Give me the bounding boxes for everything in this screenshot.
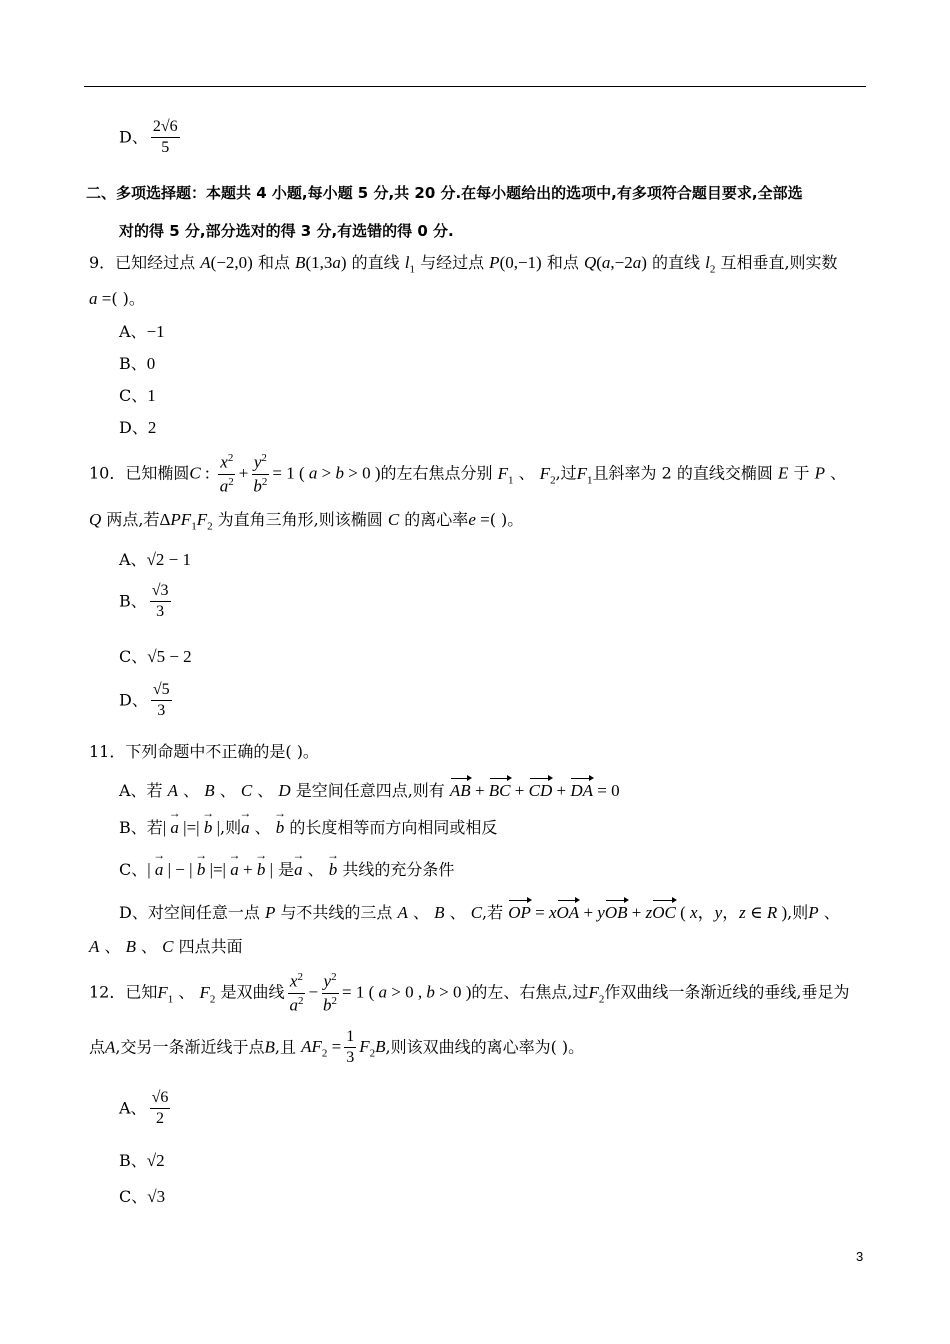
option-value: √2 [146,1151,165,1170]
text: ,且 [274,1037,296,1057]
text: 10．已知椭圆 [89,463,190,483]
text: 互相垂直,则实数 [720,253,838,272]
text: 的离心率 [404,510,469,529]
text: ( )。 [111,289,145,308]
text: 为直角三角形,则该椭圆 [217,510,383,529]
q10-option-b [119,582,174,622]
option-label: C、 [119,647,148,666]
text: 共线的充分条件 [342,860,455,879]
frac-denominator: 3 [156,603,165,621]
frac-numerator: √3 [150,582,171,602]
text: 的左、右焦点,过 [471,982,589,1002]
option-value: 1 [147,386,156,405]
q9-stem-line2: a =( )。 [89,289,145,308]
text: 的直线 [351,253,400,272]
text: 两点,若 [106,510,160,529]
option-value: √5 − 2 [147,647,192,666]
q12-option-b [119,1151,165,1171]
frac-numerator: 2√6 [151,118,180,138]
page-number: 3 [856,1249,864,1264]
option-label: A、 [119,550,147,569]
q8-option-d [119,118,183,158]
text: ,则 [219,818,242,837]
text: A、若 [119,781,163,800]
section2-heading-line2: 对的得 5 分,部分选对的得 3 分,有选错的得 0 分. [119,222,454,240]
option-label: B、 [119,1151,147,1170]
option-label: D、 [119,690,148,710]
q10-option-d [119,681,175,721]
text: 的长度相等而方向相同或相反 [289,818,498,837]
text: B、若 [119,818,163,837]
text: 9．已知经过点 [89,253,196,272]
option-value: 2 [147,418,157,437]
header-rule [84,86,866,87]
text: 作双曲线一条渐近线的垂线,垂足为 [604,982,850,1002]
q11-option-d-line2: A 、 B 、 C 四点共面 [89,937,243,956]
text: 四点共面 [178,937,243,956]
option-value: √2 − 1 [146,550,191,569]
text: 与不共线的三点 [280,903,393,922]
option-value: √3 [147,1187,166,1206]
text: 与经过点 [420,253,485,272]
text: 是空间任意四点,则有 [295,781,445,800]
q9-option-d [119,418,156,438]
text: 的左右焦点分别 [380,463,493,483]
q9-stem: 9．已知经过点 A(−2,0) 和点 B(1,3a) 的直线 $l_1$ 与经过点 P(0,−1) 和点 Q(a,−2a) 的直线 $l_2$ 互相垂直,则实数 [89,253,838,276]
q10-stem-line2: Q 两点,若$\Delta PF_1F_2$ 为直角三角形,则该椭圆 C 的离心率e =( )。 [89,510,524,533]
q12-option-a [119,1089,173,1129]
option-label: C、 [119,386,148,405]
q12-stem: 12．已知$F_1$ 、 $F_2$ 是双曲线 $\frac{x^2}{a^2}$ − $\frac{y^2}{b^2}$ = 1 ( a > 0 , b > 0 )的左、右焦点,过$F_2$作双曲线一条渐近线的垂线,垂足为 [89,971,850,1015]
frac-denominator: 5 [161,139,170,157]
text: ,则 [787,903,809,922]
q10-option-c [119,647,192,667]
text: 于 [793,463,810,483]
text: 的直线 [652,253,701,272]
text: 是双曲线 [220,982,285,1002]
q11-option-c: C、| → a | − | → b |=| → a + → b | 是→ a 、 → b 共线的充分条件 [119,860,454,880]
frac-numerator: √5 [151,681,172,701]
text: D、对空间任意一点 [119,903,260,922]
text: 和点 [546,253,579,272]
frac-denominator: 3 [157,702,166,720]
q12-option-c [119,1187,165,1207]
text: 点 [89,1037,106,1057]
option-label: B、 [119,591,147,611]
q9-option-b [119,354,155,374]
q11-option-b: B、若| → a |=| → b |,则→ a 、 → b 的长度相等而方向相同或相反 [119,818,497,838]
q11-option-a: A、若 A 、 B 、 C 、 D 是空间任意四点,则有 AB + BC + CD + DA = 0 [119,781,620,800]
q12-stem-line2: 点A,交另一条渐近线于点B,且 $AF_2$ = $\frac{1}{3}$ $F_2B$,则该双曲线的离心率为( )。 [89,1028,585,1067]
q9-option-c [119,386,156,406]
frac-numerator: √6 [150,1089,171,1109]
option-label: A、 [119,1098,147,1118]
text: 12．已知 [89,982,158,1002]
option-label: A、 [119,322,147,341]
option-label: D、 [119,127,148,147]
option-label: D、 [119,418,148,437]
q10-stem: 10．已知椭圆C : $\frac{x^2}{a^2}$ + $\frac{y^2}{b^2}$ = 1 ( a > b > 0 )的左右焦点分别 $F_1$ 、 $F_2$,过$F_1$且斜率为 2 的直线交椭圆 E 于 P 、 [89,452,847,496]
option-value: −1 [146,322,165,341]
q11-option-d: D、对空间任意一点 P 与不共线的三点 A 、 B 、 C,若 OP = xOA + yOB + zOC ( x，y，z ∈ R ),则P 、 [119,903,840,922]
section2-heading-line1: 二、多项选择题：本题共 4 小题,每小题 5 分,共 20 分.在每小题给出的选项中,有多项符合题目要求,全部选 [86,184,803,202]
text: ,则该双曲线的离心率为( )。 [385,1037,585,1057]
text: ,若 [482,903,504,922]
frac-denominator: 2 [155,1110,164,1128]
text: ,过 [555,463,577,483]
option-value: 0 [146,354,156,373]
text: ,交另一条渐近线于点 [115,1037,265,1057]
option-label: C、 [119,1187,148,1206]
text: 和点 [257,253,290,272]
text: 是 [278,860,295,879]
q11-stem: 11．下列命题中不正确的是( )。 [89,742,319,761]
text: C、 [119,860,148,879]
text: 且斜率为 2 的直线交椭圆 [592,463,773,483]
text: ( )。 [489,510,524,529]
option-label: B、 [119,354,147,373]
q10-option-a [119,550,191,570]
q9-option-a [119,322,165,342]
